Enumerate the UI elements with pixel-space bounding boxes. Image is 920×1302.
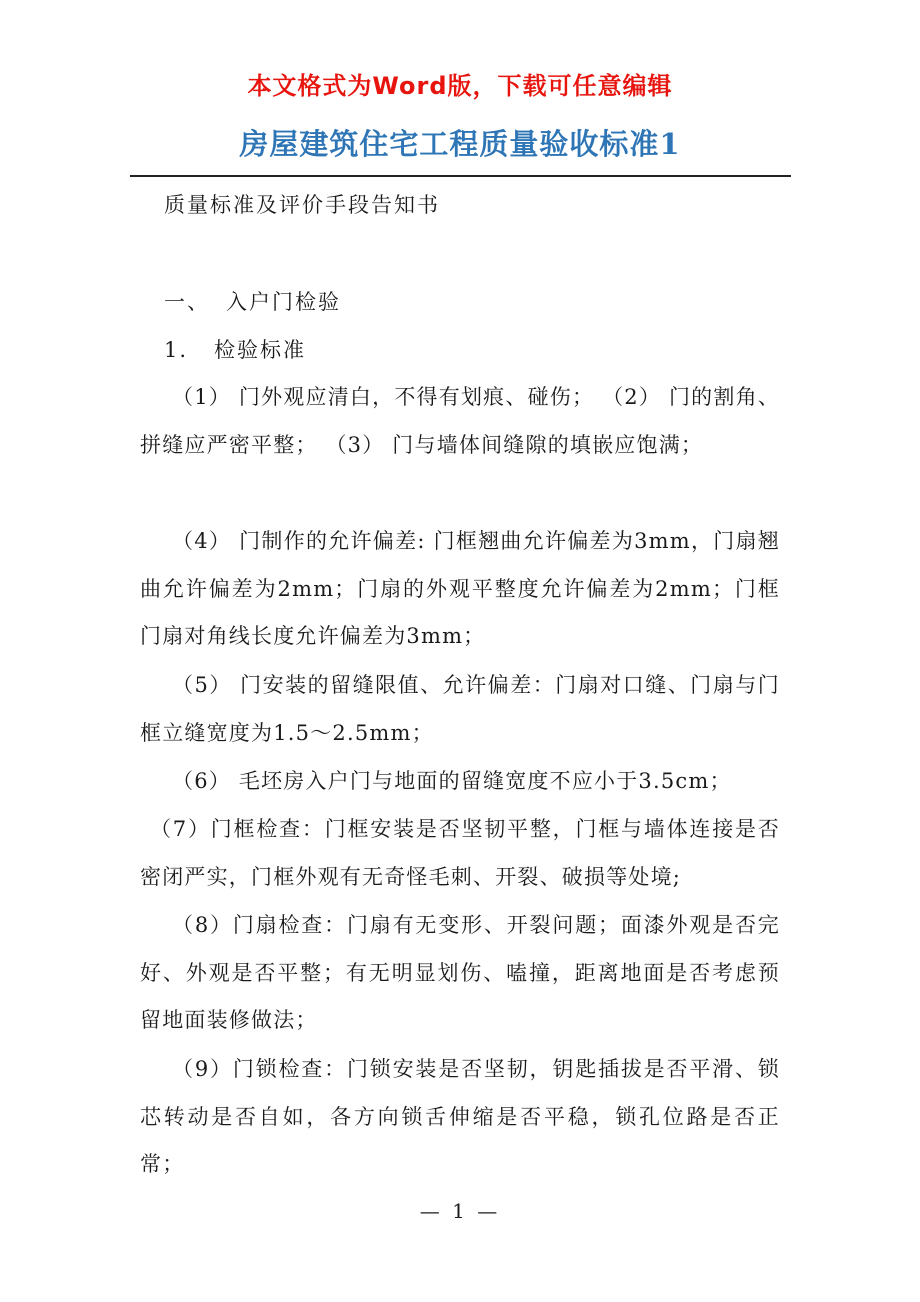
subsection-number: 1. bbox=[164, 338, 189, 362]
paragraph-item-7: （7）门框检查：门框安装是否坚韧平整，门框与墙体连接是否密闭严实，门框外观有无奇怪毛刺、开裂、破损等处境; bbox=[140, 817, 780, 889]
title-divider bbox=[130, 175, 791, 177]
section-heading bbox=[164, 284, 341, 320]
paragraph-items-1-3: （1） 门外观应清白，不得有划痕、碰伤； （2） 门的割角、拼缝应严密平整； （3） 门与墙体间缝隙的填嵌应饱满； bbox=[140, 385, 780, 457]
paragraph-item-8: （8）门扇检查：门扇有无变形、开裂问题；面漆外观是否完好、外观是否平整；有无明显划伤、嗑撞，距离地面是否考虑预留地面装修做法； bbox=[140, 913, 780, 1032]
word-format-notice: 本文格式为Word版，下载可任意编辑 bbox=[247, 72, 673, 100]
paragraph-item-9: （9）门锁检查：门锁安装是否坚韧，钥匙插拔是否平滑、锁芯转动是否自如，各方向锁舌伸缩是否平稳，锁孔位路是否正常； bbox=[140, 1057, 780, 1176]
document-title: 房屋建筑住宅工程质量验收标准1 bbox=[239, 127, 681, 161]
subsection-label: 检验标准 bbox=[214, 338, 306, 362]
paragraph-item-4: （4） 门制作的允许偏差: 门框翘曲允许偏差为3mm，门扇翘曲允许偏差为2mm；门扇的外观平整度允许偏差为2mm；门框门扇对角线长度允许偏差为3mm； bbox=[140, 529, 780, 648]
paragraph-item-6: （6） 毛坯房入户门与地面的留缝宽度不应小于3.5cm； bbox=[172, 769, 732, 793]
subsection-heading bbox=[164, 332, 306, 368]
paragraph-item-5: （5） 门安装的留缝限值、允许偏差：门扇对口缝、门扇与门框立缝宽度为1.5～2.5mm； bbox=[140, 673, 780, 745]
page-number: — 1 — bbox=[419, 1199, 501, 1223]
document-subtitle: 质量标准及评价手段告知书 bbox=[164, 193, 440, 217]
section-label: 入户门检验 bbox=[226, 290, 341, 314]
section-number: 一、 bbox=[164, 290, 210, 314]
